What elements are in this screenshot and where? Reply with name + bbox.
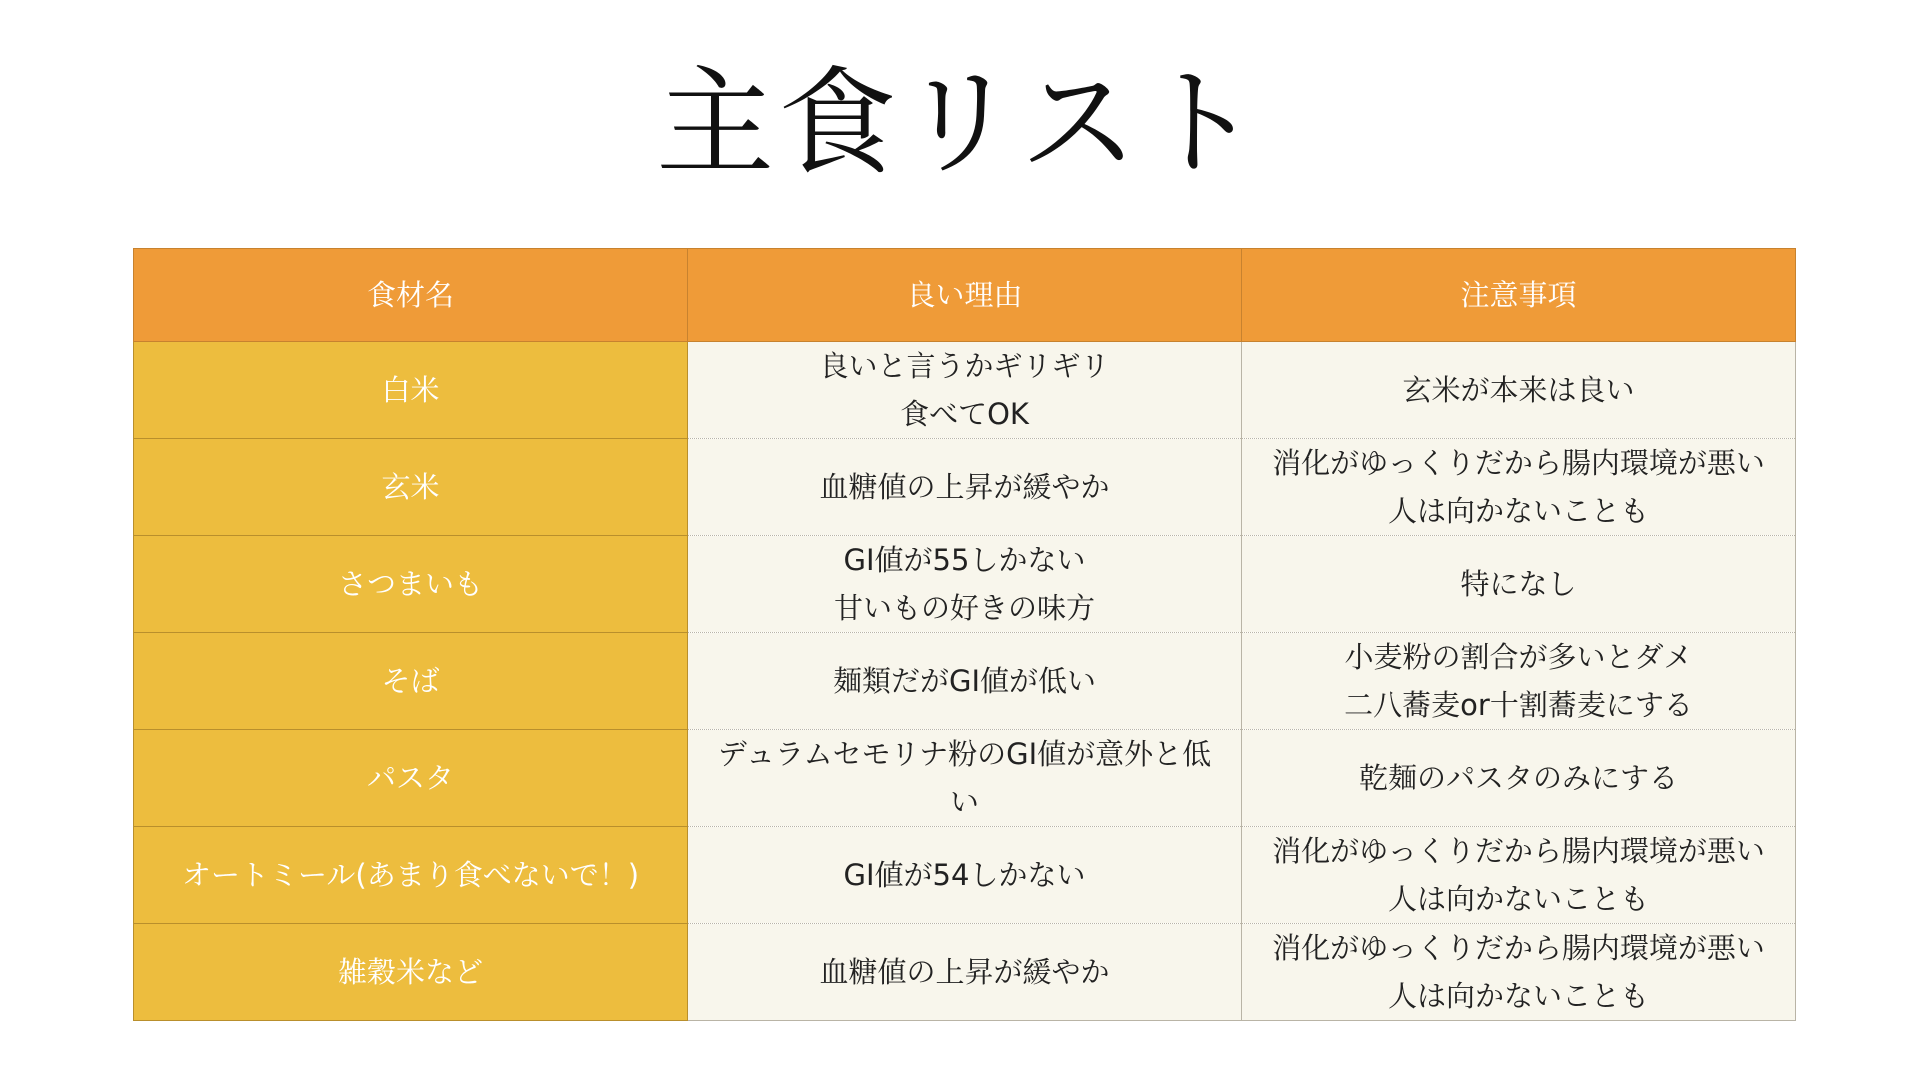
- table-row: [134, 924, 1796, 1021]
- food-name-cell: パスタ: [134, 730, 688, 827]
- table-row: [134, 827, 1796, 924]
- table-row: [134, 439, 1796, 536]
- food-name-cell: 白米: [134, 342, 688, 439]
- good-reason-cell: 血糖値の上昇が緩やか: [688, 439, 1242, 536]
- food-name-cell: さつまいも: [134, 536, 688, 633]
- caution-cell: 小麦粉の割合が多いとダメ 二八蕎麦or十割蕎麦にする: [1242, 633, 1796, 730]
- food-name-cell: オートミール(あまり食べないで！): [134, 827, 688, 924]
- good-reason-cell: GI値が55しかない 甘いもの好きの味方: [688, 536, 1242, 633]
- food-name-cell: そば: [134, 633, 688, 730]
- good-reason-cell: 血糖値の上昇が緩やか: [688, 924, 1242, 1021]
- caution-cell: 玄米が本来は良い: [1242, 342, 1796, 439]
- caution-cell: 消化がゆっくりだから腸内環境が悪い 人は向かないことも: [1242, 827, 1796, 924]
- food-name-cell: 雑穀米など: [134, 924, 688, 1021]
- table-header-row: [134, 249, 1796, 342]
- caution-cell: 乾麺のパスタのみにする: [1242, 730, 1796, 827]
- caution-cell: 消化がゆっくりだから腸内環境が悪い 人は向かないことも: [1242, 924, 1796, 1021]
- food-name-cell: 玄米: [134, 439, 688, 536]
- good-reason-cell: 良いと言うかギリギリ 食べてOK: [688, 342, 1242, 439]
- page-title: 主食リスト: [656, 54, 1264, 192]
- staple-food-table: [133, 248, 1796, 1021]
- caution-cell: 特になし: [1242, 536, 1796, 633]
- header-good-reason: 良い理由: [688, 249, 1242, 342]
- staple-food-table-container: [133, 248, 1795, 1021]
- table-row: [134, 342, 1796, 439]
- header-caution: 注意事項: [1242, 249, 1796, 342]
- table-row: [134, 730, 1796, 827]
- table-row: [134, 536, 1796, 633]
- table-row: [134, 633, 1796, 730]
- good-reason-cell: デュラムセモリナ粉のGI値が意外と低 い: [688, 730, 1242, 827]
- header-food-name: 食材名: [134, 249, 688, 342]
- good-reason-cell: GI値が54しかない: [688, 827, 1242, 924]
- caution-cell: 消化がゆっくりだから腸内環境が悪い 人は向かないことも: [1242, 439, 1796, 536]
- good-reason-cell: 麺類だがGI値が低い: [688, 633, 1242, 730]
